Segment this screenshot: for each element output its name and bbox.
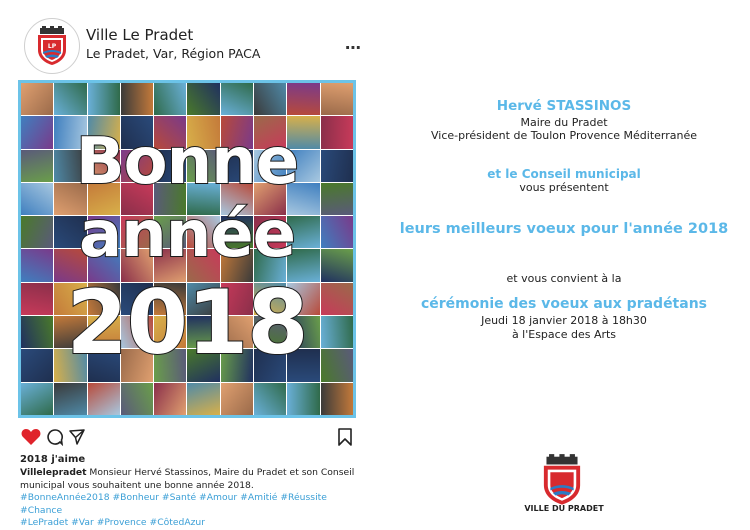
event-date: Jeudi 18 janvier 2018 à 18h30 [481, 314, 647, 327]
mosaic-photo [287, 83, 319, 115]
mosaic-photo [321, 383, 353, 415]
mosaic-photo [88, 83, 120, 115]
city-crest-logo [540, 454, 584, 506]
event-place: à l'Espace des Arts [511, 328, 617, 341]
hashtags-line-2[interactable]: #LePradet #Var #Provence #CôtedAzur [20, 517, 206, 528]
mosaic-photo [254, 383, 286, 415]
wishes-heading: leurs meilleurs voeux pour l'année 2018 [399, 221, 729, 237]
mosaic-photo [187, 83, 219, 115]
image-text-bonne: Bonne [75, 125, 299, 199]
svg-text:LP: LP [47, 43, 57, 50]
share-icon[interactable] [66, 426, 88, 448]
bookmark-icon[interactable] [334, 426, 356, 448]
mosaic-photo [21, 83, 53, 115]
mosaic-photo [287, 383, 319, 415]
mosaic-photo [321, 83, 353, 115]
mayor-name: Hervé STASSINOS [496, 98, 632, 114]
post-caption [20, 467, 360, 530]
mosaic-photo [54, 383, 86, 415]
image-text-year: 2018 [66, 271, 308, 374]
post-actions [20, 426, 356, 450]
mosaic-photo [254, 83, 286, 115]
mosaic-photo [21, 383, 53, 415]
more-options-icon[interactable]: ⋯ [345, 38, 362, 57]
post-image[interactable] [18, 80, 356, 418]
council-line: et le Conseil municipal [487, 167, 641, 181]
ceremony-heading: cérémonie des voeux aux pradétans [420, 296, 707, 312]
mosaic-photo [154, 383, 186, 415]
invite-line: et vous convient à la [506, 272, 622, 285]
mayor-role: Maire du Pradet [520, 116, 608, 129]
post-header [22, 16, 362, 76]
heart-icon[interactable] [20, 426, 42, 448]
caption-username[interactable]: Villelepradet [20, 467, 87, 478]
image-text-annee: année [78, 198, 296, 272]
footer-city-label: VILLE DU PRADET [524, 504, 604, 513]
mosaic-photo [154, 83, 186, 115]
mosaic-photo [121, 83, 153, 115]
caption-text: Monsieur Hervé Stassinos, Maire du Pradet et son Conseil municipal vous souhaitent une bonne année 2018. [20, 467, 355, 491]
mosaic-photo [187, 383, 219, 415]
mosaic-photo [121, 383, 153, 415]
mayor-secondary-role: Vice-président de Toulon Provence Méditerranée [430, 129, 697, 142]
hashtags-line-1[interactable]: #BonneAnnée2018 #Bonheur #Santé #Amour #Amitié #Réussite #Chance [20, 492, 327, 516]
avatar[interactable] [24, 18, 80, 74]
mosaic-photo [221, 83, 253, 115]
likes-count[interactable]: 2018 j'aime [20, 454, 86, 465]
comment-icon[interactable] [44, 426, 66, 448]
mosaic-photo [88, 383, 120, 415]
city-crest-icon [35, 26, 69, 66]
invitation [378, 0, 750, 530]
mosaic-photo [54, 83, 86, 115]
mosaic-photo [221, 383, 253, 415]
account-location[interactable]: Le Pradet, Var, Région PACA [86, 46, 261, 61]
present-line: vous présentent [519, 181, 609, 194]
account-name[interactable]: Ville Le Pradet [86, 26, 194, 44]
